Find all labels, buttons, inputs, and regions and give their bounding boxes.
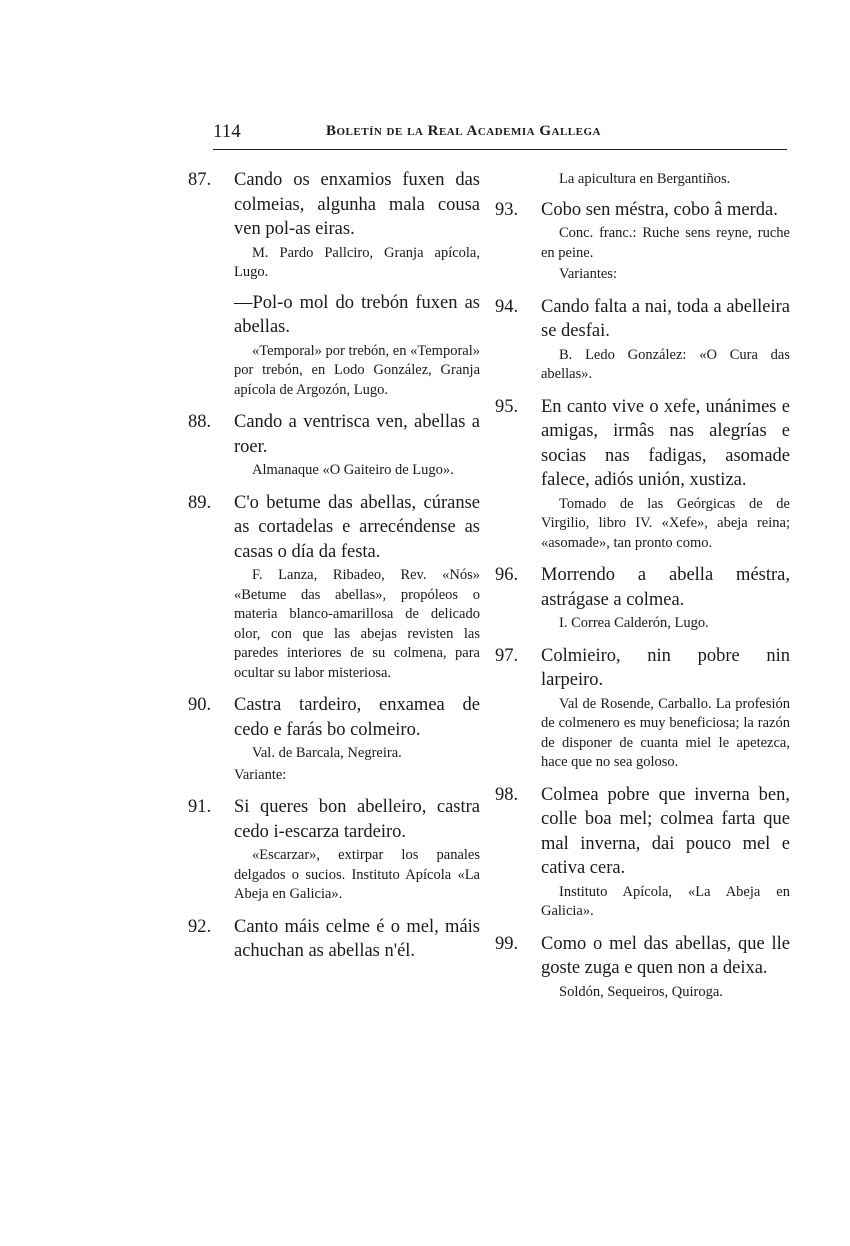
entry-92 <box>188 915 480 964</box>
saying-text: Colmea pobre que inverna ben, colle boa mel; colmea farta que mal inverna, dai pouco mel e cativa cera. <box>541 784 790 878</box>
variant-label: Variantes: <box>559 266 617 282</box>
entry-98 <box>495 783 790 922</box>
entry-number: 89. <box>188 492 212 513</box>
entry-99 <box>495 932 790 1003</box>
saying-text: Cando a ventrisca ven, abellas a roer. <box>234 412 480 457</box>
source-note: Soldón, Sequeiros, Quiroga. <box>559 983 723 1000</box>
entry-number: 96. <box>495 565 519 585</box>
variant-label: Variante: <box>234 766 287 783</box>
source-note: B. Ledo González: «O Cura das abellas». <box>541 346 790 382</box>
entry-number: 88. <box>188 412 212 432</box>
entry-97 <box>495 644 790 773</box>
entry-87 <box>188 168 480 400</box>
source-note: Almanaque «O Gaiteiro de Lugo». <box>252 462 454 478</box>
source-note: «Escarzar», extirpar los panales delgados o sucios. Instituto Apícola «La Abeja en Galicia». <box>234 847 480 902</box>
entry-number: 87. <box>188 170 212 190</box>
entry-number: 97. <box>495 645 519 666</box>
saying-text: Si queres bon abelleiro, castra cedo i-escarza tardeiro. <box>234 797 480 842</box>
running-title: Boletín de la Real Academia Gallega <box>326 123 601 139</box>
saying-text: C'o betume das abellas, cúranse as cortadelas e arrecéndense as casas o día da festa. <box>234 492 480 562</box>
source-note-continued: La apicultura en Bergantiños. <box>559 171 731 187</box>
source-note: F. Lanza, Ribadeo, Rev. «Nós» «Betume das abellas», propóleos o materia blanco-amarillosa de delicado olor, con que las abejas revisten las paredes interiores de su colmena, para ocultar su labor misteriosa. <box>234 567 480 681</box>
variant-saying: —Pol-o mol do trebón fuxen as abellas. <box>234 292 480 337</box>
saying-text: Castra tardeiro, enxamea de cedo e farás bo colmeiro. <box>234 695 480 740</box>
saying-text: Como o mel das abellas, que lle goste zuga e quen non a deixa. <box>541 933 790 978</box>
entry-number: 99. <box>495 933 519 954</box>
saying-text: Cobo sen méstra, cobo â merda. <box>541 199 778 220</box>
source-note: Conc. franc.: Ruche sens reyne, ruche en peine. <box>541 225 790 261</box>
page-header <box>213 119 787 150</box>
saying-text: En canto vive o xefe, unánimes e amigas, irmâs nas alegrías e socias nas fadigas, asomade falece, adiós unión, xustiza. <box>541 396 790 490</box>
entry-90 <box>188 693 480 785</box>
source-note: Tomado de las Geórgicas de de Virgilio, libro IV. «Xefe», abeja reina; «asomade», tan pronto como. <box>541 495 790 551</box>
entry-number: 95. <box>495 396 519 417</box>
entry-91 <box>188 795 480 905</box>
entry-89 <box>188 491 480 684</box>
saying-text: Colmieiro, nin pobre nin larpeiro. <box>541 645 790 690</box>
entry-96 <box>495 563 790 634</box>
left-column <box>188 168 480 974</box>
entry-93 <box>495 198 790 285</box>
right-column <box>495 168 790 1012</box>
entry-number: 90. <box>188 695 212 715</box>
page-number: 114 <box>213 121 241 142</box>
saying-text: Cando os enxamios fuxen das colmeias, algunha mala cousa ven pol-as eiras. <box>234 170 480 239</box>
entry-88 <box>188 410 480 481</box>
source-note: Val. de Barcala, Negreira. <box>252 745 402 761</box>
entry-number: 98. <box>495 784 519 805</box>
source-note: M. Pardo Pallciro, Granja apícola, Lugo. <box>234 244 480 280</box>
saying-text: Cando falta a nai, toda a abelleira se desfai. <box>541 296 790 341</box>
variant-note: «Temporal» por trebón, en «Temporal» por trebón, en Lodo González, Granja apícola de Argozón, Lugo. <box>234 342 480 398</box>
source-note: Instituto Apícola, «La Abeja en Galicia». <box>541 883 790 919</box>
saying-text: Canto máis celme é o mel, máis achuchan as abellas n'él. <box>234 916 480 961</box>
entry-number: 92. <box>188 916 212 937</box>
entry-95 <box>495 395 790 554</box>
entry-94 <box>495 295 790 385</box>
saying-text: Morrendo a abella méstra, astrágase a colmea. <box>541 565 790 610</box>
entry-number: 91. <box>188 797 212 817</box>
entry-number: 93. <box>495 199 519 220</box>
entry-number: 94. <box>495 296 519 317</box>
source-note: I. Correa Calderón, Lugo. <box>559 615 709 631</box>
source-note: Val de Rosende, Carballo. La profesión de colmenero es muy beneficiosa; la razón de disponer de cuanta miel le apetezca, hace que no sea goloso. <box>541 695 790 770</box>
